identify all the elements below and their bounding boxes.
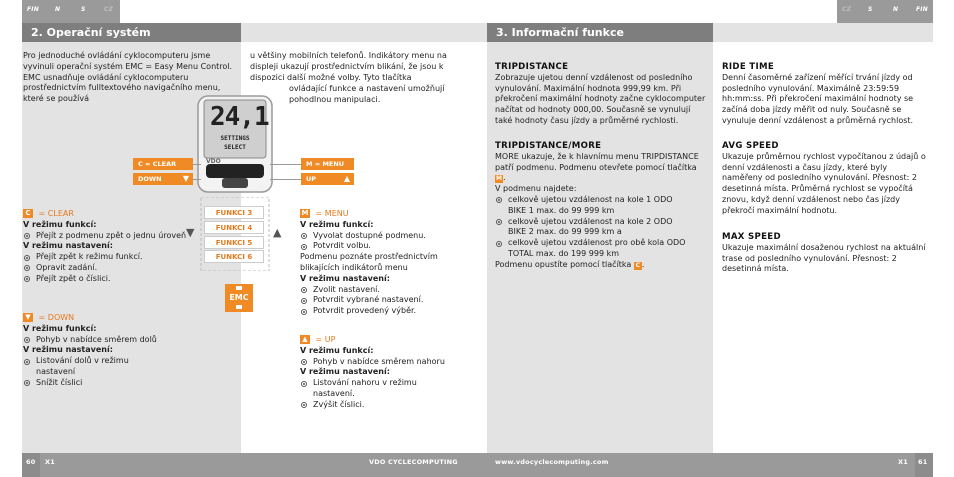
- clear-key-icon: C: [23, 209, 33, 218]
- ride-time-body: Denní časoměrné zařízení měřící trvání jízdy od posledního vynulování. Maximálně 23:59:59 hh:mm:ss. Při překročení maximální hodnoty se začíná doba jízdy měřit od nuly. Současně se vynuluje denní vzdálenost a průměrná rychlost.: [722, 72, 914, 125]
- clear-title: = CLEAR: [36, 209, 74, 218]
- section-title-right: 3. Informační funkce: [487, 23, 713, 42]
- leader-line: [270, 164, 301, 165]
- menu-set-item: Zvolit nastavení.: [300, 285, 460, 296]
- device-display-line1: SETTINGS: [220, 135, 250, 142]
- down-func-item: Pohyb v nabídce směrem dolů: [23, 335, 193, 346]
- tripdistance-body: Zobrazuje ujetou denní vzdálenost od posledního vynulování. Maximální hodnota 999,99 km. Při překročení maximální hodnoty začne cyklocomputer načítat od hodnoty 000,00. Současně se vynulují také hodnoty času jízdy a průměrné rychlosti.: [495, 72, 706, 125]
- footer-brand: VDO CYCLECOMPUTING: [369, 458, 458, 466]
- tripmore-body-a: MORE ukazuje, že k hlavnímu menu TRIPDISTANCE patří podmenu. Podmenu otevřete pomocí tlačítka: [495, 151, 699, 172]
- tab-cz-left[interactable]: CZ: [104, 6, 114, 13]
- label-up: [301, 173, 354, 185]
- up-func-item: Pohyb v nabídce směrem nahoru: [300, 357, 460, 368]
- menu-mode-func: V režimu funkcí:: [300, 219, 374, 229]
- header-spacer-right: [713, 23, 933, 42]
- intro-col2b: ovládající funkce a nastavení umožňují pohodlnou manipulaci.: [289, 84, 445, 104]
- funkci-item: FUNKCI 5: [204, 236, 264, 249]
- funkci-item: FUNKCI 3: [204, 206, 264, 219]
- scroll-down-arrow-icon: ▼: [186, 226, 195, 239]
- tripmore-title: TRIPDISTANCE/MORE: [495, 141, 602, 151]
- tripdistance-section: [495, 62, 707, 127]
- model-left: X1: [45, 458, 55, 466]
- device-display-value: 24,1: [210, 102, 269, 132]
- avg-speed-section: [722, 141, 927, 217]
- tripmore-item: celkově ujetou vzdálenost na kole 1 ODO BIKE 1 max. do 99 999 km: [495, 195, 693, 217]
- down-key-icon: ▼: [23, 313, 33, 322]
- max-speed-title: MAX SPEED: [722, 232, 781, 242]
- up-title: = UP: [313, 335, 336, 344]
- ride-time-section: [722, 62, 927, 127]
- menu-key-icon: M: [301, 209, 309, 217]
- clear-func-item: Přejít z podmenu zpět o jednu úroveň: [23, 231, 193, 242]
- down-mode-func: V režimu funkcí:: [23, 323, 97, 333]
- menu-note: Podmenu poznáte prostřednictvím blikajících indikátorů menu: [300, 252, 438, 272]
- tripmore-item: celkově ujetou vzdálenost pro obě kola ODO TOTAL max. do 199 999 km: [495, 238, 693, 260]
- device-brand: VDO: [206, 158, 221, 165]
- tripmore-close: Podmenu opustíte pomocí tlačítka: [495, 259, 632, 269]
- clear-set-item: Přejít zpět k režimu funkcí.: [23, 252, 193, 263]
- menu-set-item: Potvrdit vybrané nastavení.: [300, 295, 460, 306]
- up-set-item: Listování nahoru v režimu nastavení.: [300, 378, 428, 400]
- tab-n-right[interactable]: N: [893, 6, 899, 13]
- tab-s-left[interactable]: S: [81, 6, 86, 13]
- label-down: [133, 173, 193, 185]
- down-set-item: Snížit číslici: [23, 378, 193, 389]
- page-number-left: 60: [26, 458, 36, 466]
- avg-speed-title: AVG SPEED: [722, 141, 779, 151]
- max-speed-body: Ukazuje maximální dosaženou rychlost na aktuální trase od posledního vynulování. Přesnost: 2 desetinná místa.: [722, 242, 926, 274]
- header-spacer-left: [241, 23, 487, 42]
- model-right: X1: [898, 458, 908, 466]
- ride-time-title: RIDE TIME: [722, 62, 774, 72]
- tripdistance-title: TRIPDISTANCE: [495, 62, 569, 72]
- tripmore-body-b: V podmenu najdete:: [495, 184, 577, 194]
- label-clear: [133, 158, 193, 170]
- down-title: = DOWN: [36, 313, 75, 322]
- label-menu-text: M = MENU: [306, 160, 345, 168]
- down-set-item: Listování dolů v režimu nastavení: [23, 356, 146, 378]
- label-clear-text: C = CLEAR: [138, 160, 177, 168]
- menu-key-inline-icon: M: [496, 175, 502, 183]
- label-down-text: DOWN: [138, 175, 162, 183]
- menu-func-item: Potvrdit volbu.: [300, 241, 460, 252]
- tab-n-left[interactable]: N: [55, 6, 61, 13]
- emc-logo-mark: [236, 286, 242, 290]
- down-triangle-icon: ▼: [182, 174, 189, 183]
- label-up-text: UP: [306, 175, 317, 183]
- emc-logo-mark: [236, 305, 242, 309]
- tripmore-item: celkově ujetou vzdálenost na kole 2 ODO BIKE 2 max. do 99 999 km a: [495, 217, 693, 239]
- leader-line: [193, 164, 201, 165]
- clear-mode-func: V režimu funkcí:: [23, 219, 97, 229]
- menu-mode-set: V režimu nastavení:: [300, 273, 390, 283]
- tab-cz-right[interactable]: CZ: [842, 6, 852, 13]
- top-language-bar: [0, 0, 954, 23]
- tab-fin-left[interactable]: FIN: [27, 6, 39, 13]
- footer-bar: [40, 453, 933, 477]
- menu-block: [300, 209, 460, 317]
- emc-logo-text: EMC: [229, 293, 249, 302]
- page-number-right: 61: [918, 458, 928, 466]
- clear-block: [23, 209, 193, 285]
- tripmore-section: TRIPDISTANCE/MORE MORE ukazuje, že k hlavnímu menu TRIPDISTANCE patří podmenu. Podmenu otevřete pomocí tlačítka M. V podmenu najdete: celkově ujetou vzdálenost na kole 1 ODO BIKE 1 max. do 99 999 km celkově ujetou vzdálenost na kole 2 ODO BIKE 2 max. do 99 999 km a celkově ujetou vzdálenost pro obě kola ODO TOTAL max. do 199 999 km Podmenu opustíte pomocí tlačítka C .: [495, 141, 707, 271]
- cyclecomputer-device: [196, 94, 274, 194]
- up-triangle-icon: ▲: [343, 174, 350, 183]
- tab-s-right[interactable]: S: [868, 6, 873, 13]
- section-title-left: 2. Operační systém: [22, 23, 241, 42]
- funkci-item: FUNKCI 4: [204, 221, 264, 234]
- clear-mode-set: V režimu nastavení:: [23, 241, 113, 251]
- menu-set-item: Potvrdit provedený výběr.: [300, 306, 460, 317]
- funkci-item: FUNKCI 6: [204, 250, 264, 263]
- leader-line: [193, 179, 201, 180]
- clear-set-item: Přejít zpět o číslici.: [23, 274, 193, 285]
- up-mode-func: V režimu funkcí:: [300, 345, 374, 355]
- up-mode-set: V režimu nastavení:: [300, 367, 390, 377]
- device-display-line2: SELECT: [224, 144, 246, 151]
- emc-logo: [225, 284, 253, 312]
- footer-url[interactable]: www.vdocyclecomputing.com: [495, 458, 609, 466]
- up-block: [300, 335, 460, 411]
- label-menu: [301, 158, 354, 170]
- up-set-item: Zvýšit číslici.: [300, 400, 460, 411]
- menu-func-item: Vyvolat dostupné podmenu.: [300, 231, 460, 242]
- leader-line: [270, 179, 301, 180]
- max-speed-section: [722, 232, 927, 275]
- down-mode-set: V režimu nastavení:: [23, 345, 113, 355]
- tab-fin-right[interactable]: FIN: [916, 6, 928, 13]
- clear-set-item: Opravit zadání.: [23, 263, 193, 274]
- intro-col2a: u většiny mobilních telefonů. Indikátory menu na displeji ukazují prostřednictvím blikání, že jsou k dispozici další možné volby. Tyto tlačítka: [250, 51, 447, 82]
- clear-key-inline-icon: C: [635, 261, 641, 269]
- down-block: [23, 313, 193, 389]
- menu-title: = MENU: [313, 209, 349, 218]
- scroll-up-arrow-icon: ▲: [273, 226, 282, 239]
- avg-speed-body: Ukazuje průměrnou rychlost vypočítanou z údajů o denní vzdálenosti a času jízdy, které byly naměřeny od posledního vynulování. Přesnost: 2 desetinná místa. Průměrná rychlost se vypočítá znovu, když denní vzdálenost nebo čas jízdy překročí maximální hodnotu.: [722, 151, 926, 215]
- intro-col1: Pro jednoduché ovládání cyklocomputeru jsme vyvinuli operační systém EMC = Easy Menu Control. EMC usnadňuje ovládání cyklocomputeru prostřednictvím fulltextového navigačního menu, které se používá: [23, 51, 233, 104]
- up-key-icon: ▲: [300, 335, 310, 344]
